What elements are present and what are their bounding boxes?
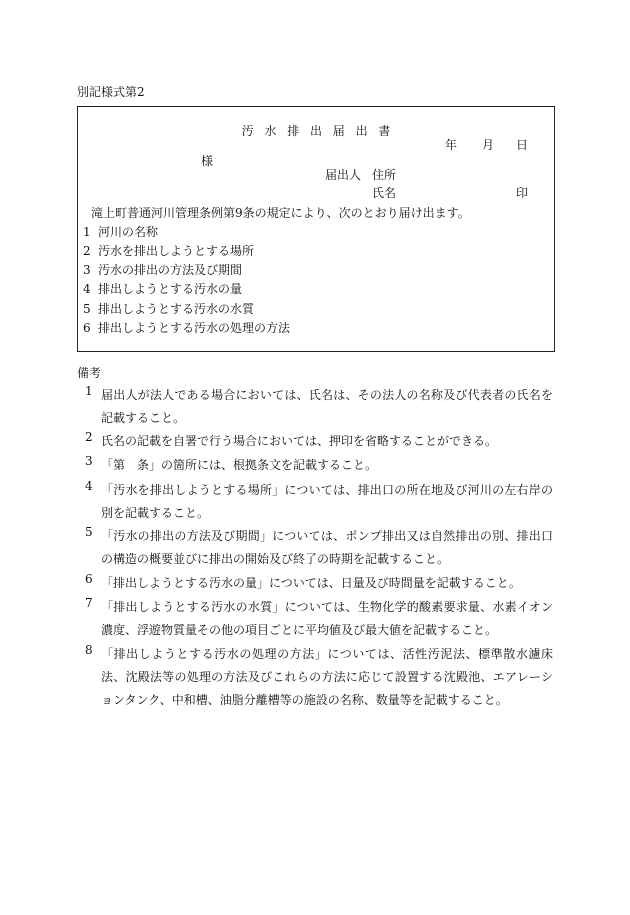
note-item (85, 643, 553, 712)
form-item (83, 226, 158, 238)
note-item (85, 596, 553, 642)
form-title: 汚水排出届出書 (241, 124, 402, 138)
item-number: 4 (83, 282, 91, 296)
item-text: 汚水を排出しようとする場所 (98, 244, 255, 258)
notification-form (77, 106, 555, 352)
form-item (83, 245, 254, 257)
note-text: 届出人が法人である場合においては、氏名は、その法人の名称及び代表者の氏名を記載すること。 (101, 388, 553, 425)
date-day-label: 日 (516, 138, 529, 152)
note-number: 7 (85, 596, 93, 610)
form-item (83, 303, 254, 315)
notes-heading: 備考 (77, 366, 102, 380)
item-text: 河川の名称 (98, 225, 159, 239)
item-text: 排出しようとする汚水の水質 (98, 302, 255, 316)
date-month-label: 月 (482, 138, 495, 152)
addressee-suffix: 様 (201, 154, 214, 168)
item-number: 6 (83, 321, 91, 335)
statement-text: 滝上町普通河川管理条例第9条の規定により、次のとおり届け出ます。 (91, 206, 470, 220)
name-label: 氏名 (372, 186, 397, 200)
note-number: 3 (85, 454, 93, 468)
item-number: 1 (83, 225, 91, 239)
note-number: 1 (85, 384, 93, 398)
address-label: 住所 (372, 168, 397, 182)
note-text: 「汚水を排出しようとする場所」については、排出口の所在地及び河川の左右岸の別を記載すること。 (101, 483, 553, 520)
note-item (85, 430, 553, 453)
item-text: 排出しようとする汚水の処理の方法 (98, 321, 291, 335)
note-text: 「排出しようとする汚水の量」については、日量及び時間量を記載すること。 (101, 576, 521, 590)
note-item (85, 479, 553, 525)
form-item (83, 322, 290, 334)
item-number: 2 (83, 244, 91, 258)
item-number: 3 (83, 263, 91, 277)
note-number: 6 (85, 572, 93, 586)
note-item (85, 384, 553, 430)
form-label: 別記様式第2 (77, 85, 145, 99)
note-item (85, 525, 553, 571)
note-number: 8 (85, 643, 93, 657)
form-item (83, 264, 242, 276)
note-number: 4 (85, 479, 93, 493)
note-text: 「排出しようとする汚水の処理の方法」については、活性汚泥法、標準散水濾床法、沈殿法等の処理の方法及びこれらの方法に応じて設置する沈殿池、エアレーションタンク、中和槽、油脂分離槽等の施設の名称、数量等を記載すること。 (101, 647, 553, 707)
item-number: 5 (83, 302, 91, 316)
date-year-label: 年 (445, 138, 458, 152)
note-text: 「排出しようとする汚水の水質」については、生物化学的酸素要求量、水素イオン濃度、浮遊物質量その他の項目ごとに平均値及び最大値を記載すること。 (101, 600, 553, 637)
seal-label: 印 (516, 186, 529, 200)
note-number: 2 (85, 430, 93, 444)
item-text: 排出しようとする汚水の量 (98, 282, 243, 296)
note-text: 氏名の記載を自署で行う場合においては、押印を省略することができる。 (101, 434, 498, 448)
note-text: 「汚水の排出の方法及び期間」については、ポンプ排出又は自然排出の別、排出口の構造の概要並びに排出の開始及び終了の時期を記載すること。 (101, 529, 553, 566)
note-text: 「第 条」の箇所には、根拠条文を記載すること。 (101, 458, 378, 472)
applicant-label: 届出人 (325, 168, 362, 182)
note-item (85, 572, 553, 595)
note-number: 5 (85, 525, 93, 539)
note-item (85, 454, 553, 477)
item-text: 汚水の排出の方法及び期間 (98, 263, 243, 277)
form-item (83, 283, 242, 295)
